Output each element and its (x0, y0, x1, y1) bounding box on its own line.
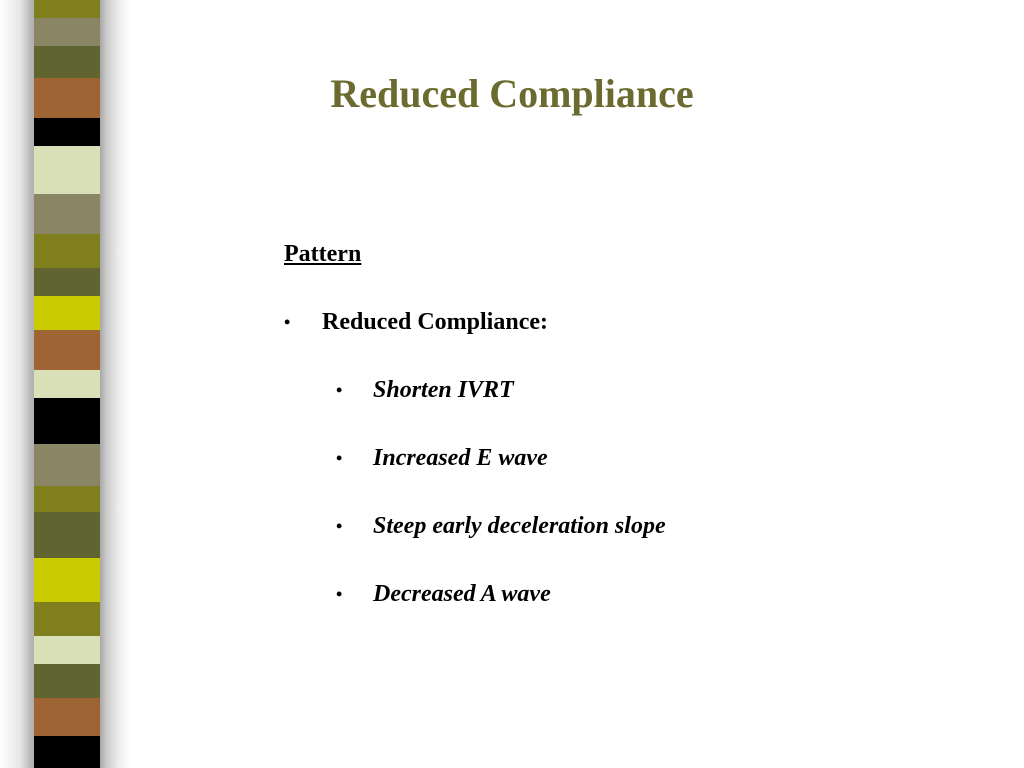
bullet-marker: • (336, 380, 343, 400)
sub-bullet-item (284, 372, 984, 408)
sub-bullet-text: Decreased A wave (373, 581, 551, 607)
sub-bullet-item (284, 576, 984, 612)
sub-bullet-list (284, 372, 984, 612)
stripe-block (34, 486, 100, 512)
sub-bullet-text: Steep early deceleration slope (373, 513, 666, 539)
stripe-block (34, 234, 100, 268)
bullet-marker: • (336, 448, 343, 468)
stripe-block (34, 0, 100, 18)
stripe-block (34, 602, 100, 636)
stripe-block (34, 296, 100, 330)
stripe-block (34, 664, 100, 698)
stripe-block (34, 18, 100, 46)
bullet-marker: • (336, 584, 343, 604)
stripe-block (34, 512, 100, 558)
stripe-block (34, 736, 100, 768)
stripe-block (34, 398, 100, 444)
stripe-block (34, 268, 100, 296)
stripe-block (34, 146, 100, 194)
stripe-block (34, 444, 100, 486)
bullet-marker: • (336, 516, 343, 536)
slide-content (284, 236, 984, 612)
sub-bullet-text: Increased E wave (373, 445, 548, 471)
slide-title: Reduced Compliance (330, 71, 694, 116)
sub-bullet-text: Shorten IVRT (373, 377, 514, 403)
stripe-block (34, 194, 100, 234)
stripe-block (34, 370, 100, 398)
stripe-block (34, 698, 100, 736)
stripe-block (34, 330, 100, 370)
bullet-marker: • (284, 312, 291, 332)
sub-bullet-item (284, 508, 984, 544)
stripe-block (34, 118, 100, 146)
sub-bullet-item (284, 440, 984, 476)
stripe-block (34, 558, 100, 602)
section-heading: Pattern (284, 241, 362, 267)
main-bullet-text: Reduced Compliance: (322, 309, 548, 335)
main-bullet-item (284, 304, 984, 340)
stripe-block (34, 636, 100, 664)
